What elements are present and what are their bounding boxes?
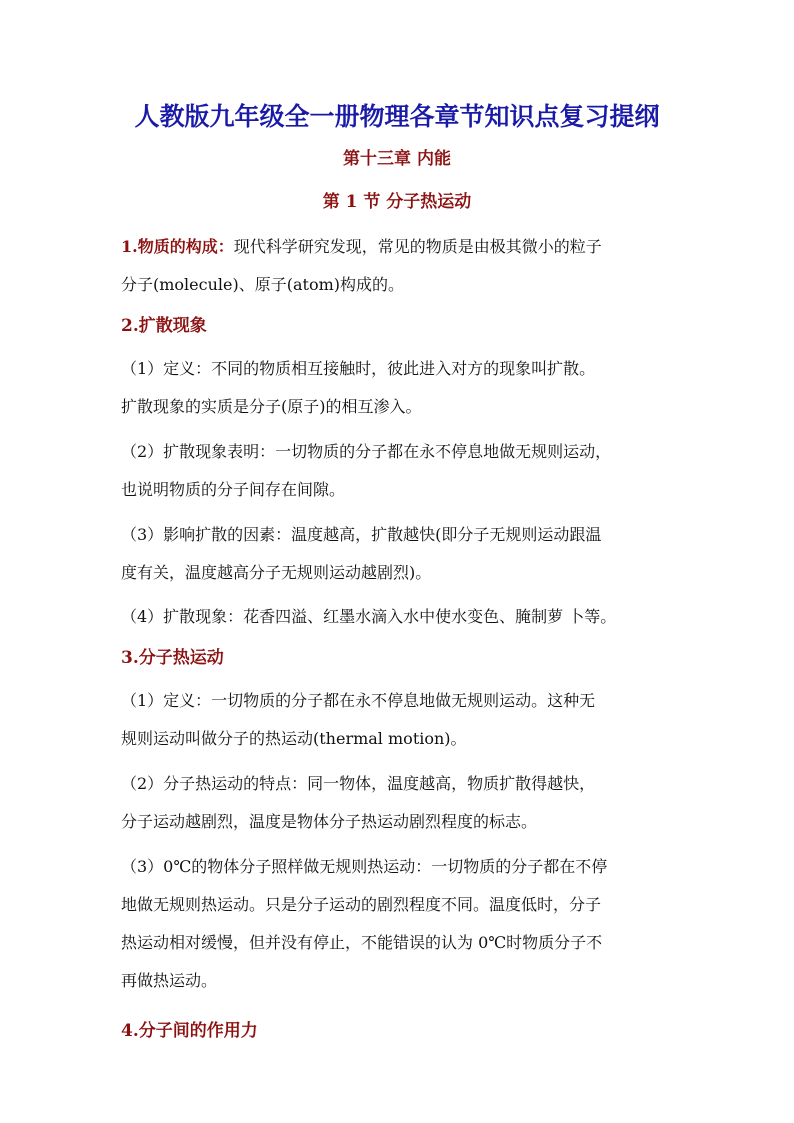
paragraph-line: 度有关，温度越高分子无规则运动越剧烈)。 xyxy=(121,563,432,582)
heading-diffusion: 2.扩散现象 xyxy=(121,316,207,336)
paragraph-thermal-motion-definition xyxy=(121,682,677,758)
inline-heading: 1.物质的构成： xyxy=(121,237,234,256)
paragraph-matter-composition xyxy=(121,228,677,304)
paragraph-zero-degree-motion xyxy=(121,848,677,1000)
paragraph-diffusion-shows xyxy=(121,433,677,509)
heading-intermolecular-forces: 4.分子间的作用力 xyxy=(121,1021,258,1041)
paragraph-diffusion-examples xyxy=(121,598,677,636)
paragraph-line: 再做热运动。 xyxy=(121,971,218,990)
paragraph-line: （3）0℃的物体分子照样做无规则热运动：一切物质的分子都在不停 xyxy=(121,857,608,876)
paragraph-diffusion-factors xyxy=(121,516,677,592)
paragraph-line: 也说明物质的分子间存在间隙。 xyxy=(121,480,346,499)
paragraph-line: 地做无规则热运动。只是分子运动的剧烈程度不同。温度低时，分子 xyxy=(121,895,602,914)
section-heading: 第 1 节 分子热运动 xyxy=(322,192,472,212)
paragraph-line: （3）影响扩散的因素：温度越高，扩散越快(即分子无规则运动跟温 xyxy=(121,525,602,544)
paragraph-line xyxy=(121,228,677,266)
paragraph-line: 分子运动越剧烈，温度是物体分子热运动剧烈程度的标志。 xyxy=(121,812,538,831)
paragraph-text: 现代科学研究发现，常见的物质是由极其微小的粒子 xyxy=(233,237,602,256)
paragraph-line: （4）扩散现象：花香四溢、红墨水滴入水中使水变色、腌制萝 卜等。 xyxy=(121,607,617,626)
chapter-heading: 第十三章 内能 xyxy=(343,149,451,169)
paragraph-thermal-motion-features xyxy=(121,765,677,841)
paragraph-line: 规则运动叫做分子的热运动(thermal motion)。 xyxy=(121,729,467,748)
paragraph-line: （1）定义：不同的物质相互接触时，彼此进入对方的现象叫扩散。 xyxy=(121,359,596,378)
paragraph-line: （2）分子热运动的特点：同一物体，温度越高，物质扩散得越快， xyxy=(121,774,596,793)
paragraph-line: 扩散现象的实质是分子(原子)的相互渗入。 xyxy=(121,397,422,416)
paragraph-diffusion-definition xyxy=(121,350,677,426)
paragraph-line: （2）扩散现象表明：一切物质的分子都在永不停息地做无规则运动， xyxy=(121,442,612,461)
paragraph-line: 分子(molecule)、原子(atom)构成的。 xyxy=(121,275,404,294)
paragraph-line: （1）定义：一切物质的分子都在永不停息地做无规则运动。这种无 xyxy=(121,691,596,710)
paragraph-line: 热运动相对缓慢，但并没有停止，不能错误的认为 0℃时物质分子不 xyxy=(121,933,603,952)
document-title: 人教版九年级全一册物理各章节知识点复习提纲 xyxy=(134,102,660,131)
heading-thermal-motion: 3.分子热运动 xyxy=(121,648,224,668)
